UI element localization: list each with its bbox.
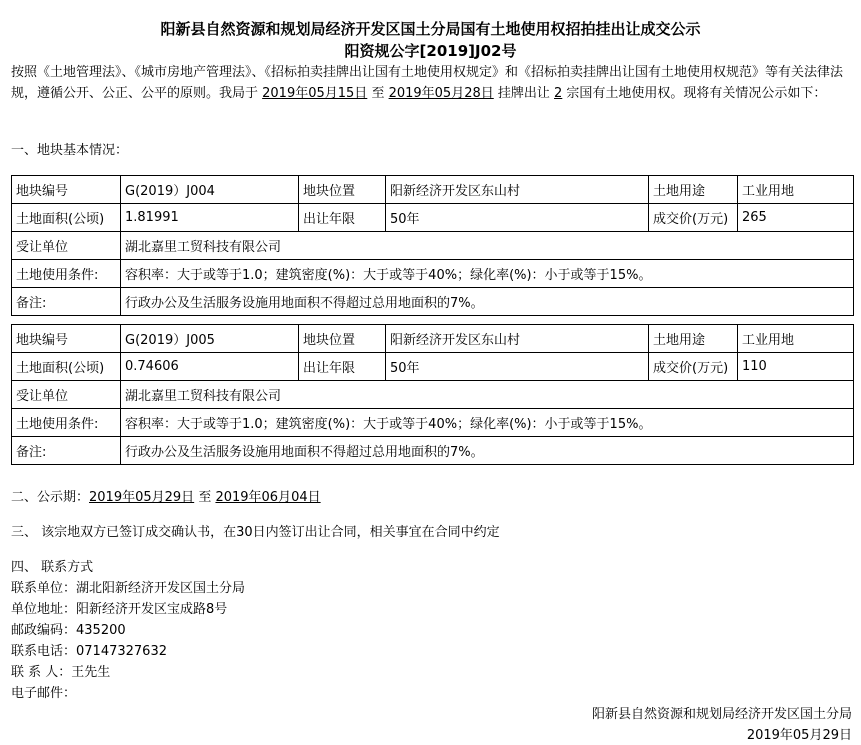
- listing-end-date: 2019年05月28日: [388, 86, 494, 101]
- signature-date: 2019年05月29日: [746, 728, 852, 743]
- parcel-area: 0.74606: [121, 353, 299, 381]
- contact-phone: 联系电话：07147327632: [11, 644, 167, 659]
- parcel-location: 阳新经济开发区东山村: [386, 176, 649, 204]
- label-location: 地块位置: [299, 325, 386, 353]
- label-conditions: 土地使用条件:: [12, 409, 121, 437]
- label-remarks: 备注:: [12, 288, 121, 316]
- table-row: [12, 288, 854, 316]
- table-row: [12, 260, 854, 288]
- publicity-to: 至: [194, 490, 216, 505]
- publicity-end-date: 2019年06月04日: [215, 490, 321, 505]
- publicity-start-date: 2019年05月29日: [89, 490, 195, 505]
- label-parcel-no: 地块编号: [12, 325, 121, 353]
- label-remarks: 备注:: [12, 437, 121, 465]
- table-row: [12, 353, 854, 381]
- label-price: 成交价(万元): [649, 204, 738, 232]
- label-buyer: 受让单位: [12, 232, 121, 260]
- contact-unit: 联系单位：湖北阳新经济开发区国土分局: [11, 581, 246, 596]
- parcel-table: [11, 175, 854, 316]
- parcel-conditions: 容积率：大于或等于1.0；建筑密度(%)：大于或等于40%；绿化率(%)：小于或等于15%。: [121, 409, 854, 437]
- parcel-remarks: 行政办公及生活服务设施用地面积不得超过总用地面积的7%。: [121, 437, 854, 465]
- document-number: 阳资规公字[2019]J02号: [344, 42, 517, 60]
- parcel-price: 265: [738, 204, 854, 232]
- publicity-period-label: 二、公示期：: [11, 490, 90, 505]
- label-price: 成交价(万元): [649, 353, 738, 381]
- parcel-no: G(2019）J004: [121, 176, 299, 204]
- parcel-area: 1.81991: [121, 204, 299, 232]
- intro-text: 宗国有土地使用权。现将有关情况公示如下：: [562, 86, 827, 101]
- section-contract-note: 三、 该宗地双方已签订成交确认书，在30日内签订出让合同，相关事宜在合同中约定: [11, 525, 500, 540]
- intro-text: 至: [367, 86, 389, 101]
- contact-person: 联 系 人：王先生: [11, 665, 111, 680]
- label-buyer: 受让单位: [12, 381, 121, 409]
- parcel-price: 110: [738, 353, 854, 381]
- label-conditions: 土地使用条件:: [12, 260, 121, 288]
- table-row: [12, 409, 854, 437]
- parcel-term: 50年: [386, 353, 649, 381]
- parcel-remarks: 行政办公及生活服务设施用地面积不得超过总用地面积的7%。: [121, 288, 854, 316]
- intro-paragraph: [11, 62, 853, 104]
- label-use: 土地用途: [649, 325, 738, 353]
- label-term: 出让年限: [299, 353, 386, 381]
- table-row: [12, 437, 854, 465]
- parcel-count: 2: [554, 86, 563, 101]
- document-title: 阳新县自然资源和规划局经济开发区国土分局国有土地使用权招拍挂出让成交公示: [160, 20, 701, 38]
- contact-email: 电子邮件：: [11, 686, 77, 701]
- table-row: [12, 381, 854, 409]
- table-row: [12, 204, 854, 232]
- signature-organization: 阳新县自然资源和规划局经济开发区国土分局: [591, 707, 852, 722]
- table-row: [12, 232, 854, 260]
- parcel-no: G(2019）J005: [121, 325, 299, 353]
- parcel-buyer: 湖北嘉里工贸科技有限公司: [121, 232, 854, 260]
- parcel-term: 50年: [386, 204, 649, 232]
- intro-text: 挂牌出让: [493, 86, 555, 101]
- label-term: 出让年限: [299, 204, 386, 232]
- section-heading-parcels: 一、地块基本情况：: [11, 143, 129, 158]
- publicity-period: [11, 486, 321, 505]
- section-heading-contact: 四、 联系方式: [11, 560, 94, 575]
- listing-start-date: 2019年05月15日: [262, 86, 368, 101]
- parcel-table: [11, 324, 854, 465]
- table-row: [12, 325, 854, 353]
- parcel-location: 阳新经济开发区东山村: [386, 325, 649, 353]
- parcel-use: 工业用地: [738, 325, 854, 353]
- label-use: 土地用途: [649, 176, 738, 204]
- label-parcel-no: 地块编号: [12, 176, 121, 204]
- contact-address: 单位地址：阳新经济开发区宝成路8号: [11, 602, 228, 617]
- parcel-use: 工业用地: [738, 176, 854, 204]
- label-area: 土地面积(公顷): [12, 353, 121, 381]
- parcel-conditions: 容积率：大于或等于1.0；建筑密度(%)：大于或等于40%；绿化率(%)：小于或等于15%。: [121, 260, 854, 288]
- contact-zip: 邮政编码：435200: [11, 623, 126, 638]
- label-location: 地块位置: [299, 176, 386, 204]
- table-row: [12, 176, 854, 204]
- parcel-buyer: 湖北嘉里工贸科技有限公司: [121, 381, 854, 409]
- intro-text: 按照《土地管理法》、《城市房地产管理法》、《招标拍卖挂牌出让国有土地使用权规定》和《招标拍卖挂牌出让国有土地使用权规范》等有关法律法规，遵循公开、公正、公平的原则。我局于: [11, 65, 844, 101]
- label-area: 土地面积(公顷): [12, 204, 121, 232]
